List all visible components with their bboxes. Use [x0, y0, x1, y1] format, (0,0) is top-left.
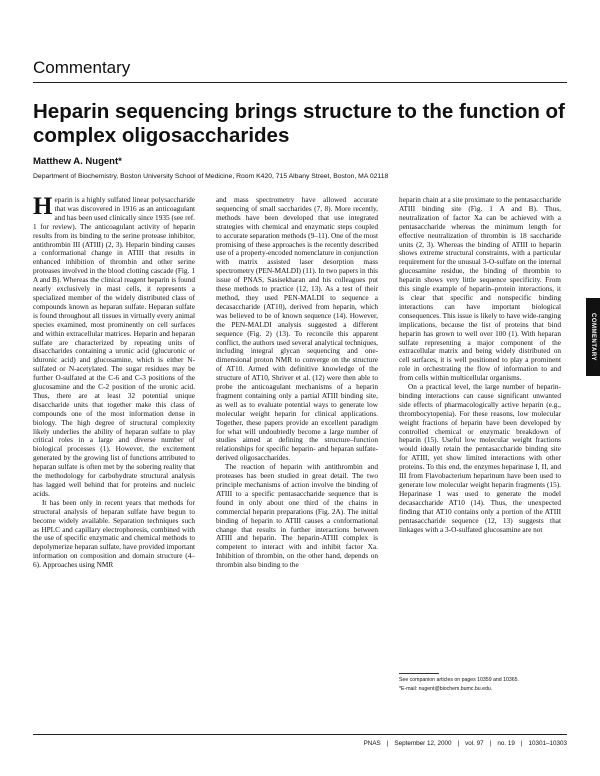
author-name: Matthew A. Nugent* [33, 156, 122, 167]
footnote-divider [399, 673, 439, 674]
footer-divider [33, 734, 567, 735]
email-footnote: *E-mail: nugent@biochem.bumc.bu.edu. [399, 686, 493, 692]
body-paragraph: Heparin is a highly sulfated linear polysaccharide that was discovered in 1916 as an anticoagulant and has been used clinically since 1935 (see ref. 1 for review). The anticoagulant activity of heparin results from its binding to the serine protease inhibitor, antithrombin III (ATIII) (2, 3). Heparin binding causes a conformational change in ATIII that results in enhanced inhibition of thrombin and other serine proteases involved in the blood clotting cascade (Fig. 1 A and B). Whereas the clinical reagent heparin is found nearly exclusively in mast cells, it represents a specialized member of the widely distributed class of compounds known as heparan sulfate. Heparan sulfate is found throughout all tissues in virtually every animal species examined, most prominently on cell surfaces and within extracellular matrices. Heparin and heparan sulfate are characterized by repeating units of disaccharides containing a uronic acid (glucuronic or iduronic acid) and glucosamine, which is either N-sulfated or N-acetylated. The sugar residues may be further O-sulfated at the C-6 and C-3 positions of the glucosamine and the C-2 position of the uronic acid. Thus, there are at least 32 potential unique disaccharide units that together make this class of compounds one of the most information dense in biology. The high degree of structural complexity likely underlies the ability of heparan sulfate to play critical roles in a large and diverse number of biological processes (1). However, the excitement generated by the growing list of functions attributed to heparan sulfate is often met by the sobering reality that the methodology for carbohydrate structural analysis has lagged well behind that for proteins and nucleic acids. [33, 196, 195, 498]
author-affiliation: Department of Biochemistry, Boston University School of Medicine, Room K420, 715 Albany Street, Boston, MA 02118 [33, 173, 389, 180]
section-divider [33, 82, 567, 83]
page-range: 10301–10303 [528, 740, 567, 747]
drop-cap: H [33, 196, 53, 220]
section-side-tab: COMMENTARY [586, 298, 600, 376]
issue-number: no. 19 [497, 740, 515, 747]
body-column-2 [216, 196, 378, 722]
section-label: Commentary [33, 58, 131, 77]
body-paragraph: On a practical level, the large number of heparin-binding interactions can cause significant unwanted side effects of pharmacologically active heparin (e.g., thrombocytopenia). For these reasons, low molecular weight fractions of heparin have been developed by controlled chemical or enzymatic breakdown of heparin (15). Useful low molecular weight fractions would ideally retain the pentasaccharide binding site for ATIII, yet show limited interactions with other proteins. To this end, the enzymes heparinase I, II, and III from Flavobacterium heparinum have been used to generate low molecular weight heparin fragments (15). Heparinase I was used to generate the model decasaccharide AT10 (14). Thus, the unexpected finding that AT10 contains only a portion of the ATIII pentasaccharide sequence (12, 13) suggests that linkages with a 3-O-sulfated glucosamine are not [399, 382, 561, 534]
body-column-1 [33, 196, 195, 722]
body-paragraph: It has been only in recent years that methods for structural analysis of heparan sulfate have begun to become widely available. Separation techniques such as HPLC and capillary electrophoresis, combined with the use of specific enzymatic and chemical methods to depolymerize heparan sulfate, have provided important information on composition and domain structure (4–6). Approaches using NMR [33, 497, 195, 570]
body-paragraph: and mass spectrometry have allowed accurate sequencing of small saccharides (7, 8). More recently, methods have been developed that use integrated strategies with chemical and enzymatic steps coupled to accurate separation methods (9–11). One of the most promising of these approaches is the recently described use of a property-encoded nomenclature in conjunction with matrix assisted laser desorption mass spectrometry (PEN-MALDI) (11). In two papers in this issue of PNAS, Sasisekharan and his colleagues put these methods to practice (12, 13). As a test of their method, they used PEN-MALDI to sequence a decasaccharide (AT10), derived from heparin, which was believed to be of known sequence (14). However, the PEN-MALDI analysis suggested a different sequence (Fig. 2) (13). To reconcile this apparent conflict, the authors used several analytical techniques, including integral glycan sequencing and one-dimensional proton NMR to converge on the structure of AT10. Armed with definitive knowledge of the structure of AT10, Shriver et al. (12) were then able to probe the anticoagulant mechanisms of a heparin fragment containing only a partial ATIII binding site, as well as to evaluate potential ways to generate low molecular weight heparin for clinical applications. Together, these papers provide an excellent paradigm for what will undoubtedly become a large number of studies aimed at defining the structure–function relationships for specific heparin- and heparan sulfate-derived oligosaccharides. [216, 196, 378, 463]
volume: vol. 97 [465, 740, 484, 747]
journal-name: PNAS [363, 740, 381, 747]
body-column-3 [399, 196, 561, 666]
companion-footnote: See companion articles on pages 10359 and 10365. [399, 677, 519, 683]
page-footer: PNAS | September 12, 2000 | vol. 97 | no. 19 | 10301–10303 [363, 740, 567, 747]
body-paragraph: The reaction of heparin with antithrombin and proteases has been studied in great detail. The two principle mechanisms of action involve the binding of ATIII to a specific pentasaccharide sequence that is found in only about one third of the chains in commercial heparin preparations (Fig. 2A). The initial binding of heparin to ATIII causes a conformational change that results in further interactions between ATIII and heparin. The heparin-ATIII complex is competent to interact with and inhibit factor Xa. Inhibition of thrombin, on the other hand, depends on thrombin also binding to the [216, 462, 378, 570]
article-title: Heparin sequencing brings structure to the function of complex oligosaccharides [33, 100, 565, 147]
body-paragraph: heparin chain at a site proximate to the pentasaccharide ATIII binding site (Fig. 1 A and B). Thus, neutralization of factor Xa can be achieved with a pentasaccharide whereas the minimum length for effective neutralization of thrombin is 18 saccharide units (2, 3). Whereas the binding of ATIII to heparin shows extreme structural constraints, with a particular requirement for the unusual 3-O-sulfate on the internal glucosamine residue, the binding of thrombin to heparin shows very little sequence specificity. From this single example of heparin–protein interactions, it is clear that specific and nonspecific binding interactions can have important biological consequences. This issue is likely to have wide-ranging implications, because the list of proteins that bind heparin has grown to well over 100 (1). With heparan sulfate representing a major component of the extracellular matrix and being widely distributed on cell surfaces, it is well positioned to play a prominent role in orchestrating the flow of information to and from cells within multicellular organisms. [399, 196, 561, 383]
issue-date: September 12, 2000 [394, 740, 452, 747]
